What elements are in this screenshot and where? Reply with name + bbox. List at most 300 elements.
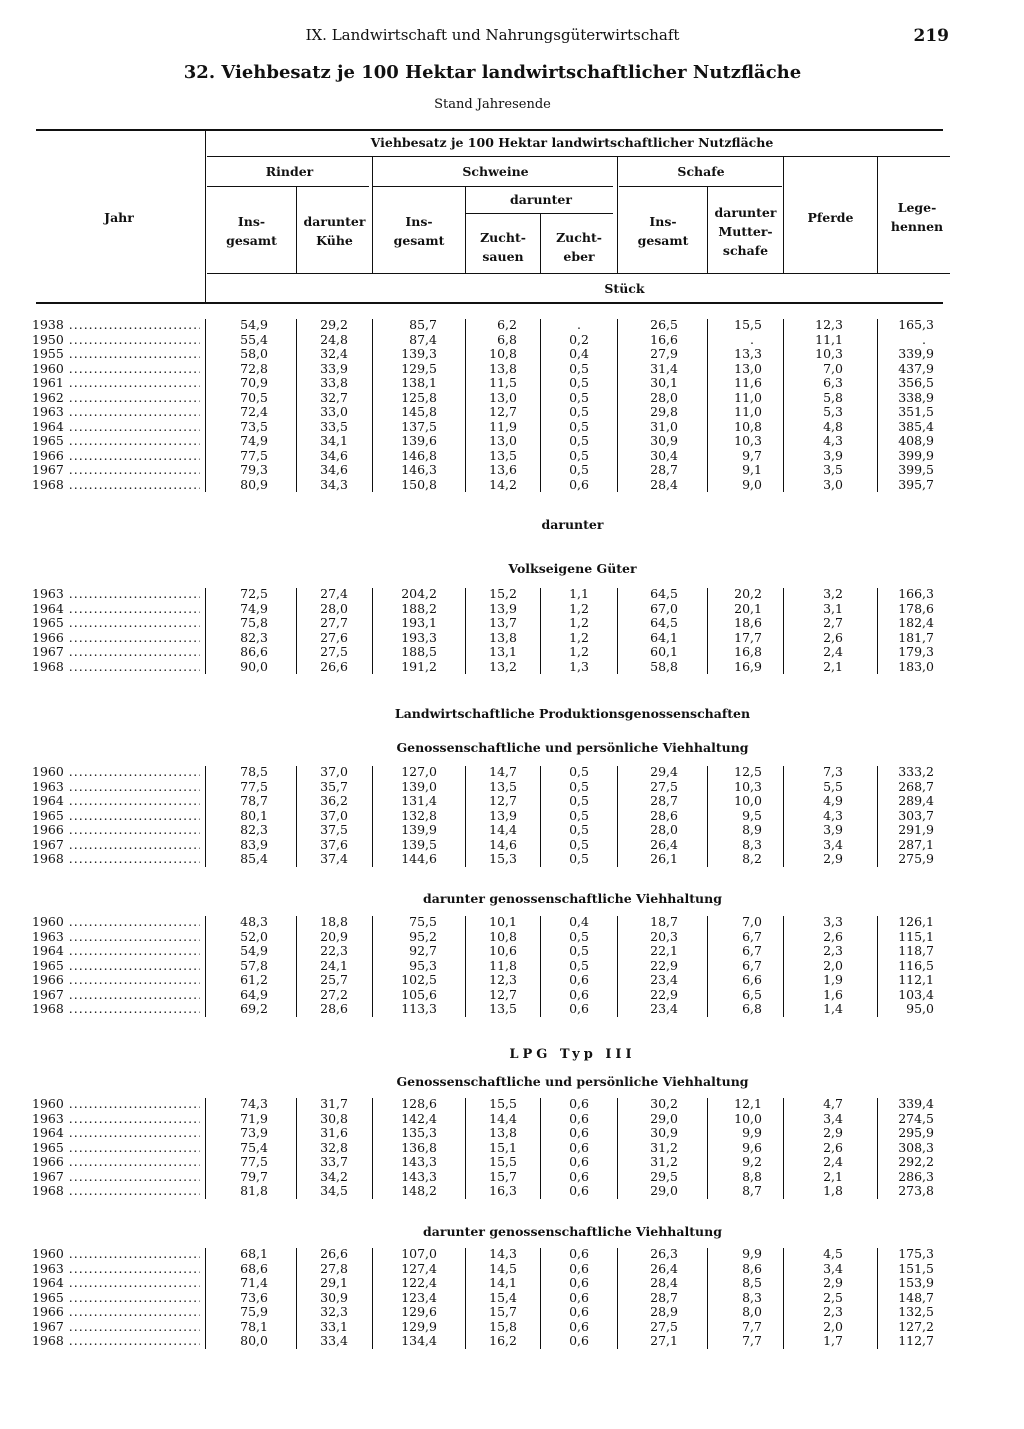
table-cell: 437,9 — [898, 360, 934, 376]
table-cell: 181,7 — [898, 629, 934, 645]
table-cell: 74,3 — [240, 1096, 268, 1111]
table-cell: 15,5 — [489, 1154, 517, 1169]
table-cell: 399,5 — [898, 462, 934, 477]
section-subtitle: Genossenschaftliche und persönliche Viehhaltung — [396, 1074, 749, 1089]
table-cell: 8,0 — [742, 1304, 762, 1319]
table-row — [0, 602, 1024, 617]
table-cell: 148,2 — [401, 1183, 437, 1198]
table-cell: 8,9 — [742, 822, 762, 837]
header-schafe-insgesamt: Ins- gesamt — [637, 214, 689, 248]
table-cell: 13,0 — [489, 433, 517, 448]
table-cell: 3,9 — [823, 447, 843, 463]
table-cell: 75,9 — [240, 1304, 268, 1319]
table-cell: 52,0 — [240, 928, 268, 944]
table-cell: 0,6 — [569, 1246, 589, 1261]
table-cell: 139,9 — [401, 822, 437, 837]
table-cell: 1,3 — [569, 658, 589, 674]
table-cell: 10,8 — [734, 418, 762, 434]
table-cell: 8,3 — [742, 836, 762, 852]
table-cell: 127,0 — [401, 764, 437, 779]
table-cell: 136,8 — [401, 1139, 437, 1155]
row-year: 1964 ..... — [32, 794, 200, 809]
table-row — [0, 1276, 1024, 1291]
row-year: 1964 ..... — [32, 602, 200, 617]
table-cell: 13,7 — [489, 615, 517, 630]
table-cell: 83,9 — [240, 836, 268, 852]
table-cell: 31,7 — [320, 1096, 348, 1111]
table-cell: 408,9 — [898, 433, 934, 448]
table-cell: 175,3 — [898, 1246, 934, 1261]
table-row — [0, 780, 1024, 795]
table-cell: 1,1 — [569, 586, 589, 601]
section-title: LPG Typ III — [509, 1047, 636, 1062]
table-row — [0, 1002, 1024, 1017]
table-cell: 0,6 — [569, 986, 589, 1002]
table-row — [0, 333, 1024, 348]
table-row — [0, 852, 1024, 867]
table-cell: 356,5 — [898, 375, 934, 390]
table-cell: 28,0 — [650, 389, 678, 405]
row-year: 1960 ..... — [32, 362, 200, 377]
table-cell: 9,9 — [742, 1125, 762, 1140]
table-cell: 129,6 — [401, 1304, 437, 1319]
row-year: 1962 ..... — [32, 391, 200, 406]
table-row — [0, 463, 1024, 478]
table-cell: 188,5 — [401, 644, 437, 659]
table-cell: 113,3 — [401, 1001, 437, 1016]
table-cell: 30,8 — [320, 1110, 348, 1126]
table-cell: 339,9 — [898, 346, 934, 361]
table-cell: 2,1 — [823, 658, 843, 674]
row-year: 1961 ..... — [32, 376, 200, 391]
table-row — [0, 1141, 1024, 1156]
table-cell: 80,9 — [240, 476, 268, 492]
table-row — [0, 1320, 1024, 1335]
table-cell: 7,7 — [742, 1333, 762, 1348]
table-cell: 399,9 — [898, 447, 934, 463]
table-row — [0, 660, 1024, 675]
table-cell: 2,4 — [823, 1154, 843, 1169]
table-cell: 73,6 — [240, 1289, 268, 1305]
top-rule — [36, 129, 943, 131]
table-row — [0, 420, 1024, 435]
table-cell: 0,5 — [569, 836, 589, 852]
table-cell: 178,6 — [898, 600, 934, 616]
row-year: 1964 ..... — [32, 1126, 200, 1141]
table-cell: 4,8 — [823, 418, 843, 434]
table-cell: 2,0 — [823, 957, 843, 973]
table-cell: 15,7 — [489, 1168, 517, 1184]
table-cell: 27,8 — [320, 1260, 348, 1276]
table-cell: 188,2 — [401, 600, 437, 616]
table-cell: 7,0 — [742, 914, 762, 929]
table-cell: 37,4 — [320, 851, 348, 866]
table-cell: 3,9 — [823, 822, 843, 837]
table-cell: 289,4 — [898, 793, 934, 808]
table-cell: 274,5 — [898, 1110, 934, 1126]
table-cell: 60,1 — [650, 644, 678, 659]
table-cell: 8,5 — [742, 1275, 762, 1290]
table-row — [0, 1112, 1024, 1127]
table-cell: 27,5 — [320, 644, 348, 659]
row-year: 1967 ..... — [32, 1320, 200, 1335]
table-cell: 14,4 — [489, 822, 517, 837]
table-row — [0, 1097, 1024, 1112]
table-cell: 6,7 — [742, 943, 762, 958]
table-cell: 0,4 — [569, 914, 589, 929]
table-cell: 8,3 — [742, 1289, 762, 1305]
table-cell: 11,0 — [734, 389, 762, 405]
table-cell: 27,5 — [650, 1318, 678, 1334]
table-cell: 95,2 — [409, 928, 437, 944]
table-cell: 2,5 — [823, 1289, 843, 1305]
table-cell: 275,9 — [898, 851, 934, 866]
table-cell: 32,7 — [320, 389, 348, 405]
table-cell: 1,2 — [569, 600, 589, 616]
row-year: 1960 ..... — [32, 1247, 200, 1262]
table-cell: 64,9 — [240, 986, 268, 1002]
table-cell: 127,2 — [898, 1318, 934, 1334]
table-cell: 1,2 — [569, 629, 589, 645]
table-cell: 75,5 — [409, 914, 437, 929]
table-cell: 27,4 — [320, 586, 348, 601]
table-cell: 0,5 — [569, 778, 589, 794]
table-cell: 10,0 — [734, 1110, 762, 1126]
table-cell: 14,5 — [489, 1260, 517, 1276]
table-cell: 27,9 — [650, 346, 678, 361]
table-cell: 24,1 — [320, 957, 348, 973]
table-cell: 5,8 — [823, 389, 843, 405]
table-cell: 9,2 — [742, 1154, 762, 1169]
table-row — [0, 376, 1024, 391]
table-cell: 10,3 — [734, 778, 762, 794]
table-cell: 291,9 — [898, 822, 934, 837]
table-cell: 0,5 — [569, 807, 589, 823]
table-cell: 82,3 — [240, 822, 268, 837]
table-cell: 10,0 — [734, 793, 762, 808]
header-schweine: Schweine — [462, 164, 529, 179]
row-year: 1963 ..... — [32, 405, 200, 420]
table-cell: 4,3 — [823, 433, 843, 448]
table-cell: 143,3 — [401, 1168, 437, 1184]
row-year: 1968 ..... — [32, 660, 200, 675]
row-year: 1960 ..... — [32, 915, 200, 930]
table-cell: 15,2 — [489, 586, 517, 601]
table-cell: 129,9 — [401, 1318, 437, 1334]
table-cell: 26,1 — [650, 851, 678, 866]
table-cell: 79,3 — [240, 462, 268, 477]
table-cell: 26,6 — [320, 658, 348, 674]
table-cell: 135,3 — [401, 1125, 437, 1140]
table-cell: 0,6 — [569, 1125, 589, 1140]
table-cell: 1,2 — [569, 615, 589, 630]
table-cell: 28,6 — [650, 807, 678, 823]
table-row — [0, 587, 1024, 602]
header-bottom-rule — [207, 273, 950, 274]
table-cell: 13,0 — [489, 389, 517, 405]
table-cell: 0,6 — [569, 1275, 589, 1290]
table-cell: 0,5 — [569, 404, 589, 419]
table-cell: 20,9 — [320, 928, 348, 944]
table-cell: 13,3 — [734, 346, 762, 361]
table-cell: 4,5 — [823, 1246, 843, 1261]
table-cell: 7,7 — [742, 1318, 762, 1334]
table-cell: 77,5 — [240, 778, 268, 794]
table-cell: 2,9 — [823, 1125, 843, 1140]
row-year: 1968 ..... — [32, 1002, 200, 1017]
table-cell: 123,4 — [401, 1289, 437, 1305]
row-year: 1963 ..... — [32, 930, 200, 945]
table-cell: 26,6 — [320, 1246, 348, 1261]
table-row — [0, 449, 1024, 464]
table-cell: 64,1 — [650, 629, 678, 645]
table-cell: 0,5 — [569, 433, 589, 448]
table-cell: 82,3 — [240, 629, 268, 645]
table-cell: 10,1 — [489, 914, 517, 929]
table-cell: 0,6 — [569, 1139, 589, 1155]
table-cell: 72,8 — [240, 360, 268, 376]
table-cell: 29,2 — [320, 317, 348, 332]
table-cell: 8,2 — [742, 851, 762, 866]
table-row — [0, 631, 1024, 646]
table-cell: 303,7 — [898, 807, 934, 823]
table-cell: 127,4 — [401, 1260, 437, 1276]
table-cell: 95,3 — [409, 957, 437, 973]
species-rule-rinder — [207, 186, 369, 187]
table-cell: 30,2 — [650, 1096, 678, 1111]
table-cell: 1,6 — [823, 986, 843, 1002]
table-cell: 6,6 — [742, 972, 762, 987]
table-row — [0, 362, 1024, 377]
table-cell: 85,4 — [240, 851, 268, 866]
table-row — [0, 823, 1024, 838]
table-cell: 33,5 — [320, 418, 348, 434]
table-cell: 80,1 — [240, 807, 268, 823]
table-cell: 0,6 — [569, 1154, 589, 1169]
table-cell: 37,5 — [320, 822, 348, 837]
table-cell: 129,5 — [401, 360, 437, 376]
table-cell: 14,6 — [489, 836, 517, 852]
table-cell: 204,2 — [401, 586, 437, 601]
table-row — [0, 405, 1024, 420]
table-cell: 13,8 — [489, 1125, 517, 1140]
header-divider — [205, 131, 206, 302]
page-number: 219 — [913, 26, 949, 46]
table-cell: 13,5 — [489, 447, 517, 463]
table-cell: 23,4 — [650, 972, 678, 987]
table-cell: 10,6 — [489, 943, 517, 958]
table-cell: 28,7 — [650, 462, 678, 477]
table-cell: 30,9 — [650, 1125, 678, 1140]
table-cell: 29,0 — [650, 1183, 678, 1198]
table-cell: 70,9 — [240, 375, 268, 390]
table-cell: 179,3 — [898, 644, 934, 659]
table-cell: 30,9 — [650, 433, 678, 448]
table-cell: 2,6 — [823, 629, 843, 645]
table-cell: 48,3 — [240, 914, 268, 929]
table-cell: 0,5 — [569, 360, 589, 376]
table-cell: 33,0 — [320, 404, 348, 419]
table-cell: 13,9 — [489, 600, 517, 616]
table-cell: 148,7 — [898, 1289, 934, 1305]
table-cell: 2,6 — [823, 928, 843, 944]
table-row — [0, 930, 1024, 945]
table-cell: 3,3 — [823, 914, 843, 929]
table-cell: 15,8 — [489, 1318, 517, 1334]
table-cell: 24,8 — [320, 331, 348, 347]
table-cell: 78,1 — [240, 1318, 268, 1334]
table-cell: 18,8 — [320, 914, 348, 929]
row-year: 1968 ..... — [32, 478, 200, 493]
table-cell: 0,6 — [569, 1096, 589, 1111]
row-year: 1965 ..... — [32, 959, 200, 974]
table-cell: 5,5 — [823, 778, 843, 794]
table-cell: 34,1 — [320, 433, 348, 448]
table-cell: 13,5 — [489, 778, 517, 794]
table-cell: 9,6 — [742, 1139, 762, 1155]
table-cell: 11,9 — [489, 418, 517, 434]
table-cell: 0,6 — [569, 1260, 589, 1276]
table-cell: 292,2 — [898, 1154, 934, 1169]
table-cell: 125,8 — [401, 389, 437, 405]
table-cell: 0,5 — [569, 928, 589, 944]
table-cell: 34,5 — [320, 1183, 348, 1198]
table-cell: 67,0 — [650, 600, 678, 616]
table-cell: 395,7 — [898, 476, 934, 492]
table-cell: 2,3 — [823, 943, 843, 958]
table-cell: 22,9 — [650, 957, 678, 973]
table-cell: 193,3 — [401, 629, 437, 645]
table-cell: 36,2 — [320, 793, 348, 808]
table-cell: 103,4 — [898, 986, 934, 1002]
table-cell: 2,6 — [823, 1139, 843, 1155]
table-cell: 22,1 — [650, 943, 678, 958]
table-cell: 33,9 — [320, 360, 348, 376]
unit-rule — [36, 302, 943, 304]
row-year: 1966 ..... — [32, 823, 200, 838]
table-cell: 30,9 — [320, 1289, 348, 1305]
table-cell: 81,8 — [240, 1183, 268, 1198]
header-schweine-insgesamt: Ins- gesamt — [393, 214, 445, 248]
table-cell: 3,4 — [823, 1260, 843, 1276]
table-cell: 13,0 — [734, 360, 762, 376]
table-cell: 0,5 — [569, 462, 589, 477]
table-cell: 0,5 — [569, 822, 589, 837]
table-cell: 132,5 — [898, 1304, 934, 1319]
table-cell: 6,7 — [742, 957, 762, 973]
table-cell: 142,4 — [401, 1110, 437, 1126]
table-cell: 20,3 — [650, 928, 678, 944]
table-cell: 146,8 — [401, 447, 437, 463]
table-cell: 16,3 — [489, 1183, 517, 1198]
table-cell: 34,6 — [320, 447, 348, 463]
table-cell: 80,0 — [240, 1333, 268, 1348]
table-cell: 6,7 — [742, 928, 762, 944]
table-cell: 3,5 — [823, 462, 843, 477]
table-cell: 58,0 — [240, 346, 268, 361]
table-cell: 57,8 — [240, 957, 268, 973]
header-year: Jahr — [104, 210, 134, 225]
table-cell: 9,9 — [742, 1246, 762, 1261]
table-cell: 3,2 — [823, 586, 843, 601]
table-cell: 11,6 — [734, 375, 762, 390]
table-row — [0, 915, 1024, 930]
table-cell: 143,3 — [401, 1154, 437, 1169]
row-year: 1965 ..... — [32, 616, 200, 631]
table-cell: 4,9 — [823, 793, 843, 808]
section-title: darunter — [541, 517, 604, 532]
table-cell: 14,1 — [489, 1275, 517, 1290]
table-cell: 9,1 — [742, 462, 762, 477]
table-cell: 28,7 — [650, 793, 678, 808]
table-cell: 55,4 — [240, 331, 268, 347]
row-year: 1966 ..... — [32, 1305, 200, 1320]
table-cell: 2,1 — [823, 1168, 843, 1184]
header-group: Viehbesatz je 100 Hektar landwirtschaftlicher Nutzfläche — [370, 135, 774, 150]
table-cell: 287,1 — [898, 836, 934, 852]
table-cell: 7,0 — [823, 360, 843, 376]
table-cell: 0,2 — [569, 331, 589, 347]
table-cell: 150,8 — [401, 476, 437, 492]
section-subtitle: darunter genossenschaftliche Viehhaltung — [423, 891, 722, 906]
table-cell: 71,4 — [240, 1275, 268, 1290]
row-year: 1963 ..... — [32, 780, 200, 795]
table-cell: 27,7 — [320, 615, 348, 630]
table-row — [0, 973, 1024, 988]
header-pferde: Pferde — [807, 210, 854, 225]
table-cell: 118,7 — [898, 943, 934, 958]
table-cell: 6,3 — [823, 375, 843, 390]
table-cell: 182,4 — [898, 615, 934, 630]
table-cell: 7,3 — [823, 764, 843, 779]
table-cell: 29,4 — [650, 764, 678, 779]
table-cell: 12,7 — [489, 793, 517, 808]
table-cell: 12,7 — [489, 986, 517, 1002]
table-cell: 12,5 — [734, 764, 762, 779]
table-cell: 1,9 — [823, 972, 843, 987]
table-cell: 0,5 — [569, 764, 589, 779]
group-rule — [207, 156, 950, 157]
table-cell: 12,3 — [815, 317, 843, 332]
table-cell: 0,6 — [569, 1318, 589, 1334]
table-cell: 1,4 — [823, 1001, 843, 1016]
table-cell: 1,8 — [823, 1183, 843, 1198]
table-cell: 28,4 — [650, 476, 678, 492]
table-row — [0, 1247, 1024, 1262]
table-row — [0, 838, 1024, 853]
row-year: 1967 ..... — [32, 838, 200, 853]
table-cell: 34,2 — [320, 1168, 348, 1184]
row-year: 1963 ..... — [32, 1262, 200, 1277]
table-row — [0, 1184, 1024, 1199]
table-cell: 183,0 — [898, 658, 934, 674]
table-cell: 13,2 — [489, 658, 517, 674]
table-cell: 86,6 — [240, 644, 268, 659]
row-year: 1955 ..... — [32, 347, 200, 362]
table-cell: 17,7 — [734, 629, 762, 645]
table-cell: 30,1 — [650, 375, 678, 390]
table-cell: 28,0 — [320, 600, 348, 616]
table-cell: 16,9 — [734, 658, 762, 674]
table-cell: 29,1 — [320, 1275, 348, 1290]
table-cell: 4,7 — [823, 1096, 843, 1111]
table-cell: 15,3 — [489, 851, 517, 866]
table-title: 32. Viehbesatz je 100 Hektar landwirtschaftlicher Nutzfläche — [183, 62, 802, 83]
row-year: 1967 ..... — [32, 645, 200, 660]
table-cell: 16,2 — [489, 1333, 517, 1348]
table-cell: 0,6 — [569, 476, 589, 492]
table-cell: 10,3 — [734, 433, 762, 448]
